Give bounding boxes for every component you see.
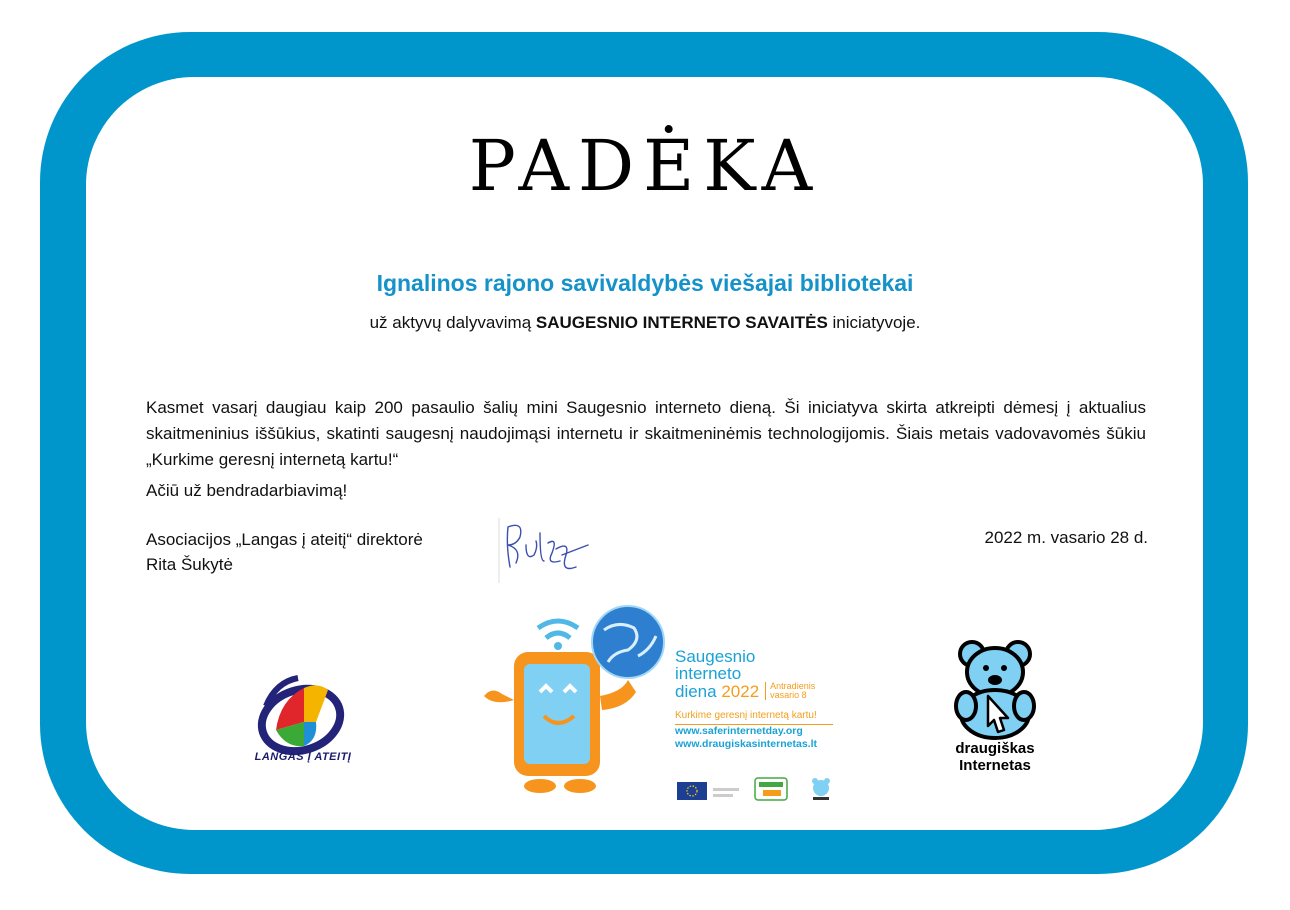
sid-day-date: vasario 8 <box>770 690 807 700</box>
bear-logo-icon <box>950 640 1040 740</box>
sid-year: 2022 <box>721 682 760 701</box>
signature-image <box>496 515 596 585</box>
sid-title-line1: Saugesnio <box>675 647 756 666</box>
award-reason-prefix: už aktyvų dalyvavimą <box>369 313 532 332</box>
sid-title-line2: interneto <box>675 664 742 683</box>
signer-block <box>146 527 423 577</box>
signer-name: Rita Šukytė <box>146 555 233 574</box>
langas-logo-text: LANGAS Į ATEITĮ <box>254 751 352 763</box>
certificate-body: Kasmet vasarį daugiau kaip 200 pasaulio šalių mini Saugesnio interneto dieną. Ši iniciatyva skirta atkreipti dėmesį į aktualius skaitmeninius iššūkius, skatinti saugesnį naudojimąsi internetu ir skaitmeninėmis technologijomis. Šiais metais vadovavomės šūkiu „Kurkime geresnį internetą kartu!“ <box>146 398 1146 469</box>
certificate-date: 2022 m. vasario 28 d. <box>984 528 1148 547</box>
award-reason <box>0 313 1290 333</box>
signer-role: Asociacijos „Langas į ateitį“ direktorė <box>146 530 423 549</box>
award-reason-initiative: SAUGESNIO INTERNETO SAVAITĖS <box>535 313 828 332</box>
partner-badges-icon <box>675 776 835 802</box>
tablet-mascot-icon <box>478 600 678 800</box>
award-reason-suffix: iniciatyvoje. <box>832 313 921 332</box>
sid-url-1: www.saferinternetday.org <box>675 725 803 737</box>
bear-logo-text <box>940 740 1050 774</box>
sid-title-line3 <box>675 683 759 700</box>
thanks-line: Ačiū už bendradarbiavimą! <box>146 481 348 500</box>
bear-logo-line1: draugiškas <box>955 740 1035 757</box>
recipient-name: Ignalinos rajono savivaldybės viešajai bibliotekai <box>376 270 914 296</box>
certificate-title: PADĖKA <box>468 125 822 207</box>
bear-logo-line2: Internetas <box>959 757 1031 774</box>
sid-word-diena: diena <box>675 682 717 701</box>
sid-slogan: Kurkime geresnį internetą kartu! <box>675 710 833 725</box>
sid-day-name: Antradienis <box>770 681 816 691</box>
safer-internet-day-logo <box>675 648 845 751</box>
sid-title-row <box>675 682 845 700</box>
sid-url-2: www.draugiskasinternetas.lt <box>675 738 817 750</box>
sid-date <box>765 682 815 700</box>
